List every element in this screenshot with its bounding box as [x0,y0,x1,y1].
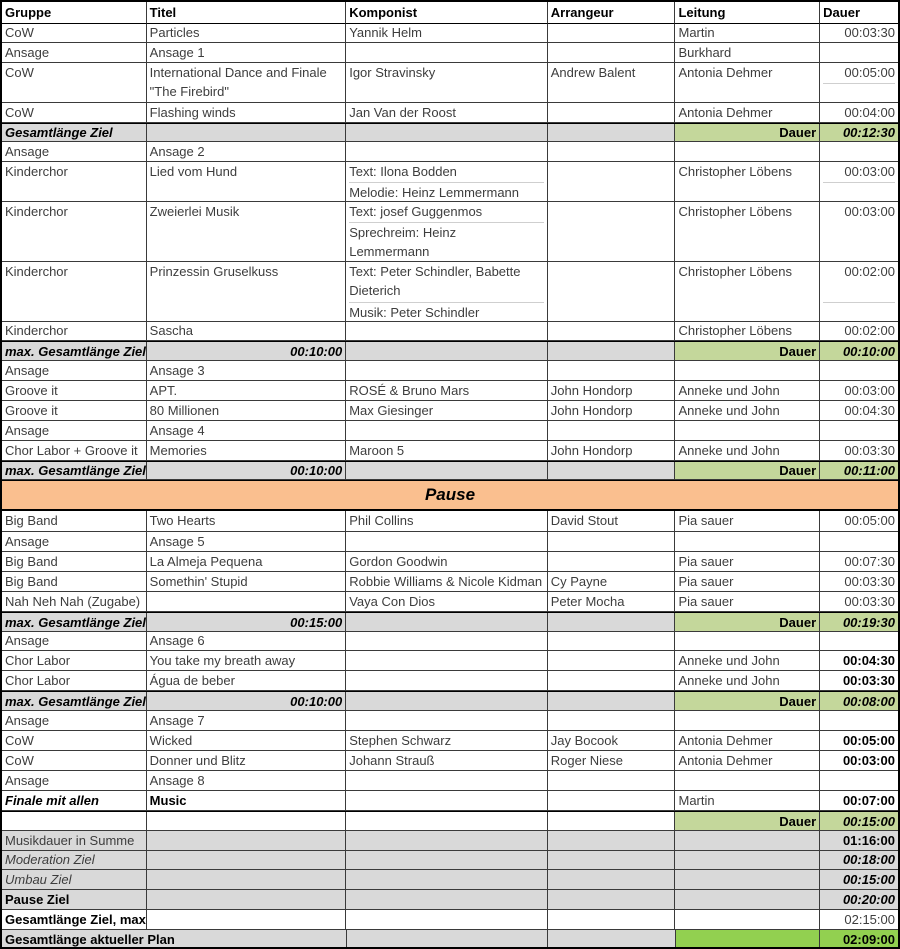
cell-titel[interactable]: Donner und Blitz [147,751,347,771]
cell-arrangeur[interactable] [548,771,676,791]
table-row [2,123,898,142]
cell-gruppe[interactable]: Finale mit allen [2,791,147,811]
empty-cell[interactable] [147,812,347,831]
cell-komponist[interactable] [346,361,548,381]
cell-arrangeur[interactable]: John Hondorp [548,441,676,461]
table-row [2,461,898,480]
cell-leitung[interactable]: Pia sauer [675,572,820,592]
table-row [2,381,898,401]
table-row [2,671,898,691]
cell-komponist[interactable]: Text: Ilona Bodden Melodie: Heinz Lemmermann [346,162,548,202]
cell-arrangeur[interactable]: Peter Mocha [548,592,676,612]
cell-leitung[interactable]: Christopher Löbens [675,202,820,262]
cell-komponist[interactable] [346,771,548,791]
table-row [2,341,898,361]
footer-empty-cell[interactable] [676,930,821,949]
summary-dauer-value-cell[interactable]: 00:12:30 [820,124,898,142]
cell-gruppe[interactable]: Kinderchor [2,262,147,322]
table-row [2,592,898,612]
footer-empty-cell[interactable] [548,910,676,930]
cell-komponist[interactable] [346,532,548,552]
cell-gruppe[interactable]: Ansage [2,43,147,63]
cell-arrangeur[interactable] [548,202,676,262]
cell-dauer[interactable]: 00:03:30 [820,572,898,592]
cell-titel[interactable]: International Dance and Finale "The Firebird" [147,63,347,103]
cell-dauer[interactable]: 00:03:00 [820,162,898,202]
cell-leitung[interactable]: Pia sauer [675,552,820,572]
cell-arrangeur[interactable] [548,632,676,651]
cell-arrangeur[interactable] [548,162,676,202]
cell-titel[interactable]: Ansage 1 [147,43,347,63]
cell-leitung[interactable]: Christopher Löbens [675,262,820,322]
cell-dauer[interactable]: 00:02:00 [820,262,898,322]
table-row [2,441,898,461]
cell-komponist[interactable]: ROSÉ & Bruno Mars [346,381,548,401]
summary-empty-cell[interactable] [548,342,676,361]
cell-dauer[interactable]: 00:04:30 [820,401,898,421]
cell-leitung[interactable]: Pia sauer [675,592,820,612]
cell-arrangeur[interactable] [548,552,676,572]
cell-titel[interactable]: Particles [147,24,347,43]
cell-gruppe[interactable]: Ansage [2,632,147,651]
table-row [2,890,898,910]
cell-gruppe[interactable]: Ansage [2,771,147,791]
table-row [2,930,898,949]
cell-komponist[interactable] [346,791,548,811]
cell-gruppe[interactable]: CoW [2,731,147,751]
cell-arrangeur[interactable] [548,651,676,671]
cell-arrangeur[interactable]: John Hondorp [548,401,676,421]
footer-label-cell[interactable]: Pause Ziel [2,890,147,910]
cell-komponist[interactable]: Text: Peter Schindler, Babette Dieterich Musik: Peter Schindler [346,262,548,322]
table-row [2,711,898,731]
table-row [2,532,898,552]
cell-komponist[interactable]: Text: josef Guggenmos Sprechreim: Heinz Lemmermann [346,202,548,262]
cell-leitung[interactable]: Christopher Löbens [675,162,820,202]
summary-target-cell[interactable]: 00:10:00 [147,462,347,480]
cell-leitung[interactable]: Burkhard [675,43,820,63]
cell-arrangeur[interactable] [548,322,676,341]
footer-empty-cell[interactable] [548,890,676,910]
footer-empty-cell[interactable] [346,910,548,930]
footer-empty-cell[interactable] [548,870,676,890]
table-row [2,870,898,890]
cell-dauer[interactable]: 00:03:30 [820,671,898,691]
footer-empty-cell[interactable] [147,890,347,910]
cell-komponist[interactable]: Stephen Schwarz [346,731,548,751]
table-row [2,322,898,341]
table-row [2,262,898,322]
footer-empty-cell[interactable] [675,890,820,910]
cell-leitung[interactable] [675,142,820,162]
cell-leitung[interactable]: Antonia Dehmer [675,63,820,103]
summary-dauer-label-cell[interactable]: Dauer [675,342,820,361]
footer-empty-cell[interactable] [675,910,820,930]
cell-leitung[interactable]: Martin [675,791,820,811]
cell-leitung[interactable] [675,532,820,552]
footer-empty-cell[interactable] [675,870,820,890]
cell-komponist[interactable]: Igor Stravinsky [346,63,548,103]
cell-dauer[interactable]: 00:03:00 [820,381,898,401]
cell-dauer[interactable] [820,142,898,162]
cell-komponist[interactable]: Jan Van der Roost [346,103,548,123]
cell-komponist[interactable] [346,671,548,691]
footer-label-cell[interactable]: Umbau Ziel [2,870,147,890]
cell-titel[interactable]: Água de beber [147,671,347,691]
summary-target-cell[interactable]: 00:15:00 [147,613,347,632]
footer-empty-cell[interactable] [347,930,548,949]
cell-titel[interactable]: Wicked [147,731,347,751]
cell-titel[interactable]: Ansage 3 [147,361,347,381]
cell-titel[interactable] [147,592,347,612]
table-row [2,421,898,441]
summary-empty-cell[interactable] [548,613,676,632]
column-header-komponist[interactable]: Komponist [346,2,548,24]
cell-dauer[interactable]: 00:03:30 [820,441,898,461]
summary-label-cell[interactable]: Gesamtlänge Ziel [2,124,147,142]
cell-leitung[interactable] [675,711,820,731]
column-header-leitung[interactable]: Leitung [675,2,820,24]
footer-value-cell[interactable]: 02:09:00 [820,930,898,949]
summary-label-cell[interactable]: max. Gesamtlänge Ziel [2,613,147,632]
cell-arrangeur[interactable]: David Stout [548,511,676,532]
summary-empty-cell[interactable] [548,124,676,142]
cell-leitung[interactable]: Anneke und John [675,671,820,691]
cell-arrangeur[interactable] [548,262,676,322]
summary-dauer-label-cell[interactable]: Dauer [675,613,820,632]
cell-dauer[interactable]: 00:03:30 [820,24,898,43]
cell-gruppe[interactable]: Kinderchor [2,202,147,262]
table-row [2,480,898,511]
cell-leitung[interactable]: Pia sauer [675,511,820,532]
footer-empty-cell[interactable] [675,831,820,851]
cell-arrangeur[interactable] [548,421,676,441]
cell-dauer[interactable]: 00:05:00 [820,731,898,751]
empty-cell[interactable] [548,812,676,831]
table-row [2,63,898,103]
table-row [2,401,898,421]
summary-target-cell[interactable]: 00:10:00 [147,342,347,361]
cell-arrangeur[interactable] [548,711,676,731]
table-row [2,24,898,43]
cell-gruppe[interactable]: Groove it [2,381,147,401]
cell-titel[interactable]: Sascha [147,322,347,341]
cell-titel[interactable]: Zweierlei Musik [147,202,347,262]
cell-titel[interactable]: Lied vom Hund [147,162,347,202]
table-row [2,612,898,632]
summary-empty-cell[interactable] [548,692,676,711]
cell-arrangeur[interactable]: Cy Payne [548,572,676,592]
cell-gruppe[interactable]: Ansage [2,142,147,162]
cell-gruppe[interactable]: Groove it [2,401,147,421]
footer-empty-cell[interactable] [346,831,548,851]
summary-dauer-value-cell[interactable]: 00:15:00 [820,812,898,831]
cell-komponist[interactable]: Johann Strauß [346,751,548,771]
footer-empty-cell[interactable] [548,851,676,870]
cell-dauer[interactable] [820,361,898,381]
footer-label-cell[interactable]: Gesamtlänge Ziel, max [2,910,147,930]
cell-arrangeur[interactable]: Jay Bocook [548,731,676,751]
cell-leitung[interactable] [675,632,820,651]
cell-arrangeur[interactable] [548,671,676,691]
cell-dauer[interactable]: 00:07:00 [820,791,898,811]
cell-leitung[interactable] [675,771,820,791]
column-header-dauer[interactable]: Dauer [820,2,898,24]
cell-dauer[interactable] [820,43,898,63]
footer-label-cell[interactable]: Moderation Ziel [2,851,147,870]
footer-value-cell[interactable]: 00:18:00 [820,851,898,870]
table-row [2,103,898,123]
cell-komponist[interactable] [346,43,548,63]
cell-gruppe[interactable]: Ansage [2,532,147,552]
cell-arrangeur[interactable] [548,532,676,552]
table-row [2,771,898,791]
cell-gruppe[interactable]: Ansage [2,361,147,381]
cell-arrangeur[interactable] [548,43,676,63]
cell-komponist[interactable] [346,632,548,651]
cell-arrangeur[interactable]: John Hondorp [548,381,676,401]
cell-titel[interactable]: Prinzessin Gruselkuss [147,262,347,322]
table-row [2,731,898,751]
cell-dauer[interactable]: 00:03:00 [820,202,898,262]
cell-komponist[interactable] [346,421,548,441]
cell-titel[interactable]: Somethin' Stupid [147,572,347,592]
cell-titel[interactable]: La Almeja Pequena [147,552,347,572]
cell-gruppe[interactable]: Ansage [2,421,147,441]
cell-dauer[interactable] [820,632,898,651]
summary-empty-cell[interactable] [346,342,548,361]
summary-label-cell[interactable]: max. Gesamtlänge Ziel [2,462,147,480]
cell-dauer[interactable] [820,421,898,441]
cell-gruppe[interactable]: Big Band [2,511,147,532]
cell-titel[interactable]: APT. [147,381,347,401]
footer-empty-cell[interactable] [548,930,676,949]
cell-leitung[interactable]: Anneke und John [675,401,820,421]
empty-cell[interactable] [346,812,548,831]
summary-empty-cell[interactable] [548,462,676,480]
cell-gruppe[interactable]: Kinderchor [2,322,147,341]
summary-dauer-label-cell[interactable]: Dauer [675,812,820,831]
column-header-arrangeur[interactable]: Arrangeur [548,2,676,24]
footer-empty-cell[interactable] [147,851,347,870]
cell-titel[interactable]: Ansage 2 [147,142,347,162]
summary-dauer-label-cell[interactable]: Dauer [675,692,820,711]
footer-empty-cell[interactable] [346,890,548,910]
table-row [2,651,898,671]
summary-empty-cell[interactable] [346,124,548,142]
summary-label-cell[interactable]: max. Gesamtlänge Ziel [2,342,147,361]
cell-dauer[interactable]: 00:03:30 [820,592,898,612]
pause-banner[interactable]: Pause [2,480,898,511]
cell-titel[interactable]: Ansage 8 [147,771,347,791]
cell-dauer[interactable]: 00:02:00 [820,322,898,341]
table-row [2,811,898,831]
table-row [2,691,898,711]
cell-titel[interactable]: Two Hearts [147,511,347,532]
cell-komponist[interactable] [346,322,548,341]
cell-komponist[interactable] [346,711,548,731]
footer-value-cell[interactable]: 00:20:00 [820,890,898,910]
table-row [2,142,898,162]
cell-arrangeur[interactable] [548,103,676,123]
summary-empty-cell[interactable] [346,462,548,480]
column-header-gruppe[interactable]: Gruppe [2,2,147,24]
cell-titel[interactable]: Ansage 4 [147,421,347,441]
summary-dauer-label-cell[interactable]: Dauer [675,462,820,480]
cell-leitung[interactable]: Antonia Dehmer [675,751,820,771]
footer-empty-cell[interactable] [346,870,548,890]
table-row [2,43,898,63]
cell-gruppe[interactable]: CoW [2,751,147,771]
cell-titel[interactable]: 80 Millionen [147,401,347,421]
footer-empty-cell[interactable] [147,831,347,851]
cell-titel[interactable]: Music [147,791,347,811]
table-row [2,572,898,592]
cell-arrangeur[interactable] [548,791,676,811]
table-row [2,162,898,202]
cell-gruppe[interactable]: Nah Neh Nah (Zugabe) [2,592,147,612]
cell-dauer[interactable]: 00:04:30 [820,651,898,671]
cell-gruppe[interactable]: CoW [2,63,147,103]
empty-cell[interactable] [2,812,147,831]
cell-dauer[interactable] [820,771,898,791]
cell-leitung[interactable] [675,361,820,381]
cell-dauer[interactable]: 00:05:00 [820,63,898,103]
footer-empty-cell[interactable] [675,851,820,870]
cell-gruppe[interactable]: Chor Labor + Groove it [2,441,147,461]
cell-arrangeur[interactable] [548,361,676,381]
cell-dauer[interactable]: 00:03:00 [820,751,898,771]
summary-dauer-value-cell[interactable]: 00:19:30 [820,613,898,632]
cell-gruppe[interactable]: Big Band [2,552,147,572]
table-row [2,910,898,930]
cell-komponist[interactable]: Robbie Williams & Nicole Kidman [346,572,548,592]
summary-label-cell[interactable]: max. Gesamtlänge Ziel [2,692,147,711]
summary-empty-cell[interactable] [346,692,548,711]
footer-empty-cell[interactable] [147,910,347,930]
cell-gruppe[interactable]: Big Band [2,572,147,592]
cell-komponist[interactable] [346,142,548,162]
table-row [2,552,898,572]
cell-dauer[interactable]: 00:07:30 [820,552,898,572]
summary-target-cell[interactable]: 00:10:00 [147,692,347,711]
footer-label-cell[interactable]: Gesamtlänge aktueller Plan [2,930,347,949]
cell-titel[interactable]: Memories [147,441,347,461]
cell-komponist[interactable]: Maroon 5 [346,441,548,461]
table-row [2,751,898,771]
summary-dauer-value-cell[interactable]: 00:11:00 [820,462,898,480]
cell-titel[interactable]: Flashing winds [147,103,347,123]
cell-komponist[interactable]: Vaya Con Dios [346,592,548,612]
footer-value-cell[interactable]: 00:15:00 [820,870,898,890]
cell-komponist[interactable] [346,651,548,671]
cell-leitung[interactable]: Anneke und John [675,441,820,461]
cell-gruppe[interactable]: CoW [2,103,147,123]
footer-empty-cell[interactable] [147,870,347,890]
column-header-titel[interactable]: Titel [147,2,347,24]
cell-gruppe[interactable]: Kinderchor [2,162,147,202]
table-row [2,202,898,262]
summary-dauer-value-cell[interactable]: 00:10:00 [820,342,898,361]
cell-dauer[interactable] [820,532,898,552]
summary-dauer-label-cell[interactable]: Dauer [675,124,820,142]
cell-komponist[interactable]: Phil Collins [346,511,548,532]
table-row [2,831,898,851]
table-row [2,2,898,24]
footer-value-cell[interactable]: 02:15:00 [820,910,898,930]
table-row [2,851,898,870]
summary-empty-cell[interactable] [346,613,548,632]
cell-komponist[interactable]: Yannik Helm [346,24,548,43]
cell-arrangeur[interactable]: Roger Niese [548,751,676,771]
table-row [2,361,898,381]
table-row [2,511,898,532]
cell-gruppe[interactable]: CoW [2,24,147,43]
cell-leitung[interactable]: Christopher Löbens [675,322,820,341]
cell-dauer[interactable] [820,711,898,731]
table-row [2,632,898,651]
cell-gruppe[interactable]: Chor Labor [2,651,147,671]
cell-komponist[interactable]: Max Giesinger [346,401,548,421]
cell-titel[interactable]: Ansage 5 [147,532,347,552]
summary-dauer-value-cell[interactable]: 00:08:00 [820,692,898,711]
cell-komponist[interactable]: Gordon Goodwin [346,552,548,572]
cell-gruppe[interactable]: Chor Labor [2,671,147,691]
cell-gruppe[interactable]: Ansage [2,711,147,731]
cell-leitung[interactable] [675,421,820,441]
cell-titel[interactable]: Ansage 6 [147,632,347,651]
cell-dauer[interactable]: 00:05:00 [820,511,898,532]
cell-dauer[interactable]: 00:04:00 [820,103,898,123]
cell-arrangeur[interactable] [548,24,676,43]
cell-arrangeur[interactable]: Andrew Balent [548,63,676,103]
cell-leitung[interactable]: Antonia Dehmer [675,103,820,123]
cell-leitung[interactable]: Martin [675,24,820,43]
table-row [2,791,898,811]
cell-leitung[interactable]: Anneke und John [675,381,820,401]
cell-leitung[interactable]: Antonia Dehmer [675,731,820,751]
cell-leitung[interactable]: Anneke und John [675,651,820,671]
cell-arrangeur[interactable] [548,142,676,162]
footer-empty-cell[interactable] [346,851,548,870]
summary-target-cell[interactable] [147,124,347,142]
footer-empty-cell[interactable] [548,831,676,851]
cell-titel[interactable]: Ansage 7 [147,711,347,731]
cell-titel[interactable]: You take my breath away [147,651,347,671]
footer-value-cell[interactable]: 01:16:00 [820,831,898,851]
footer-label-cell[interactable]: Musikdauer in Summe [2,831,147,851]
